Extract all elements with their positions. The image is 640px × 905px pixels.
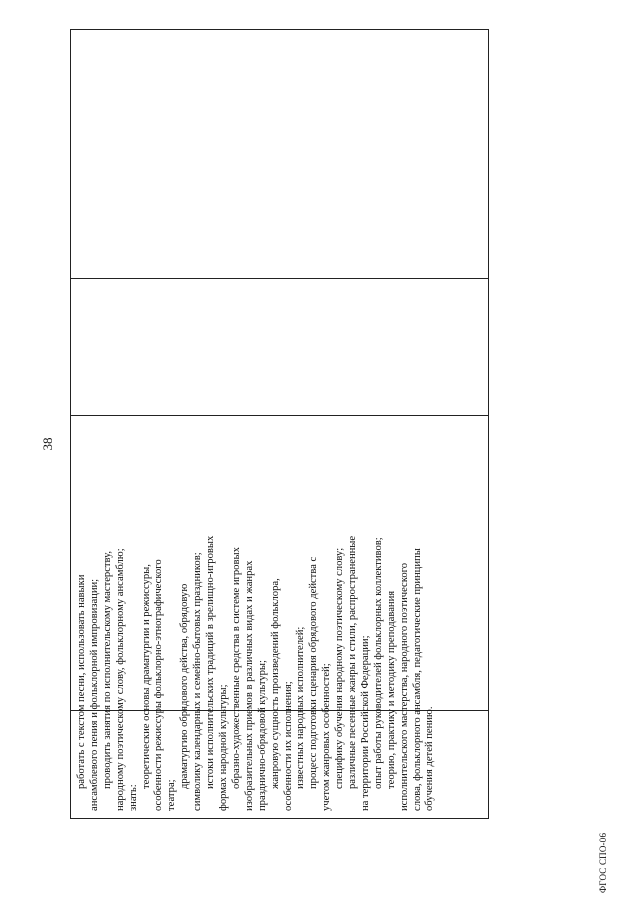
content-line: народному поэтическому слову, фольклорному ансамблю; [114,548,126,811]
table-cell-empty-2 [71,28,488,278]
content-line: проводить занятия по исполнительскому мастерству, [101,550,113,789]
content-line: опыт работы руководителей фольклорных коллективов; [372,537,384,789]
content-line: символику календарных и семейно-бытовых праздников; [192,552,204,811]
content-line: образно-художественные средства в системе игровых [230,547,242,789]
content-line: театра; [166,779,178,811]
content-line: особенности режиссуры фольклорно-этнографического [153,559,165,811]
content-line: истоки исполнительских традиций в зрелищно-игровых [205,535,217,789]
content-line: работать с текстом песни, использовать навыки [76,574,87,789]
content-line: процесс подготовки сценария обрядового действа с [308,556,320,789]
content-line: празднично-обрядовой культуры; [256,660,268,811]
content-line: жанровую сущность произведений фольклора, [269,578,281,789]
content-line: изобразительных приемов в различных видах и жанрах [243,560,255,811]
content-line: теорию, практику и методику преподавания [385,590,397,789]
footer-code: ФГОС СПО-06 [598,832,608,893]
content-line: известных народных исполнителей; [295,626,307,789]
content-line: различные песенные жанры и стили, распространенные [347,535,359,789]
content-line: обучения детей пению. [424,706,436,811]
page-number: 38 [40,437,55,451]
content-line: исполнительского мастерства, народного поэтического [398,562,410,811]
content-line: драматургию обрядового действа, обрядовую [179,583,191,789]
content-line: формах народной культуры; [217,684,229,811]
content-line: на территории Российской Федерации; [359,635,371,811]
content-line: учетом жанровых особенностей; [321,663,333,811]
content-text [76,506,486,811]
table-cell-empty-1 [71,278,488,415]
content-line: ансамблевого пения и фольклорной импровизации; [88,578,100,811]
content-line: особенности их исполнения; [282,681,294,811]
content-line: знать: [127,784,139,811]
content-line: слова, фольклорного ансамбля, педагогические принципы [411,548,423,811]
content-line: теоретические основы драматургии и режиссуры, [140,564,152,789]
content-line: специфику обучения народному поэтическому слову; [334,547,346,789]
